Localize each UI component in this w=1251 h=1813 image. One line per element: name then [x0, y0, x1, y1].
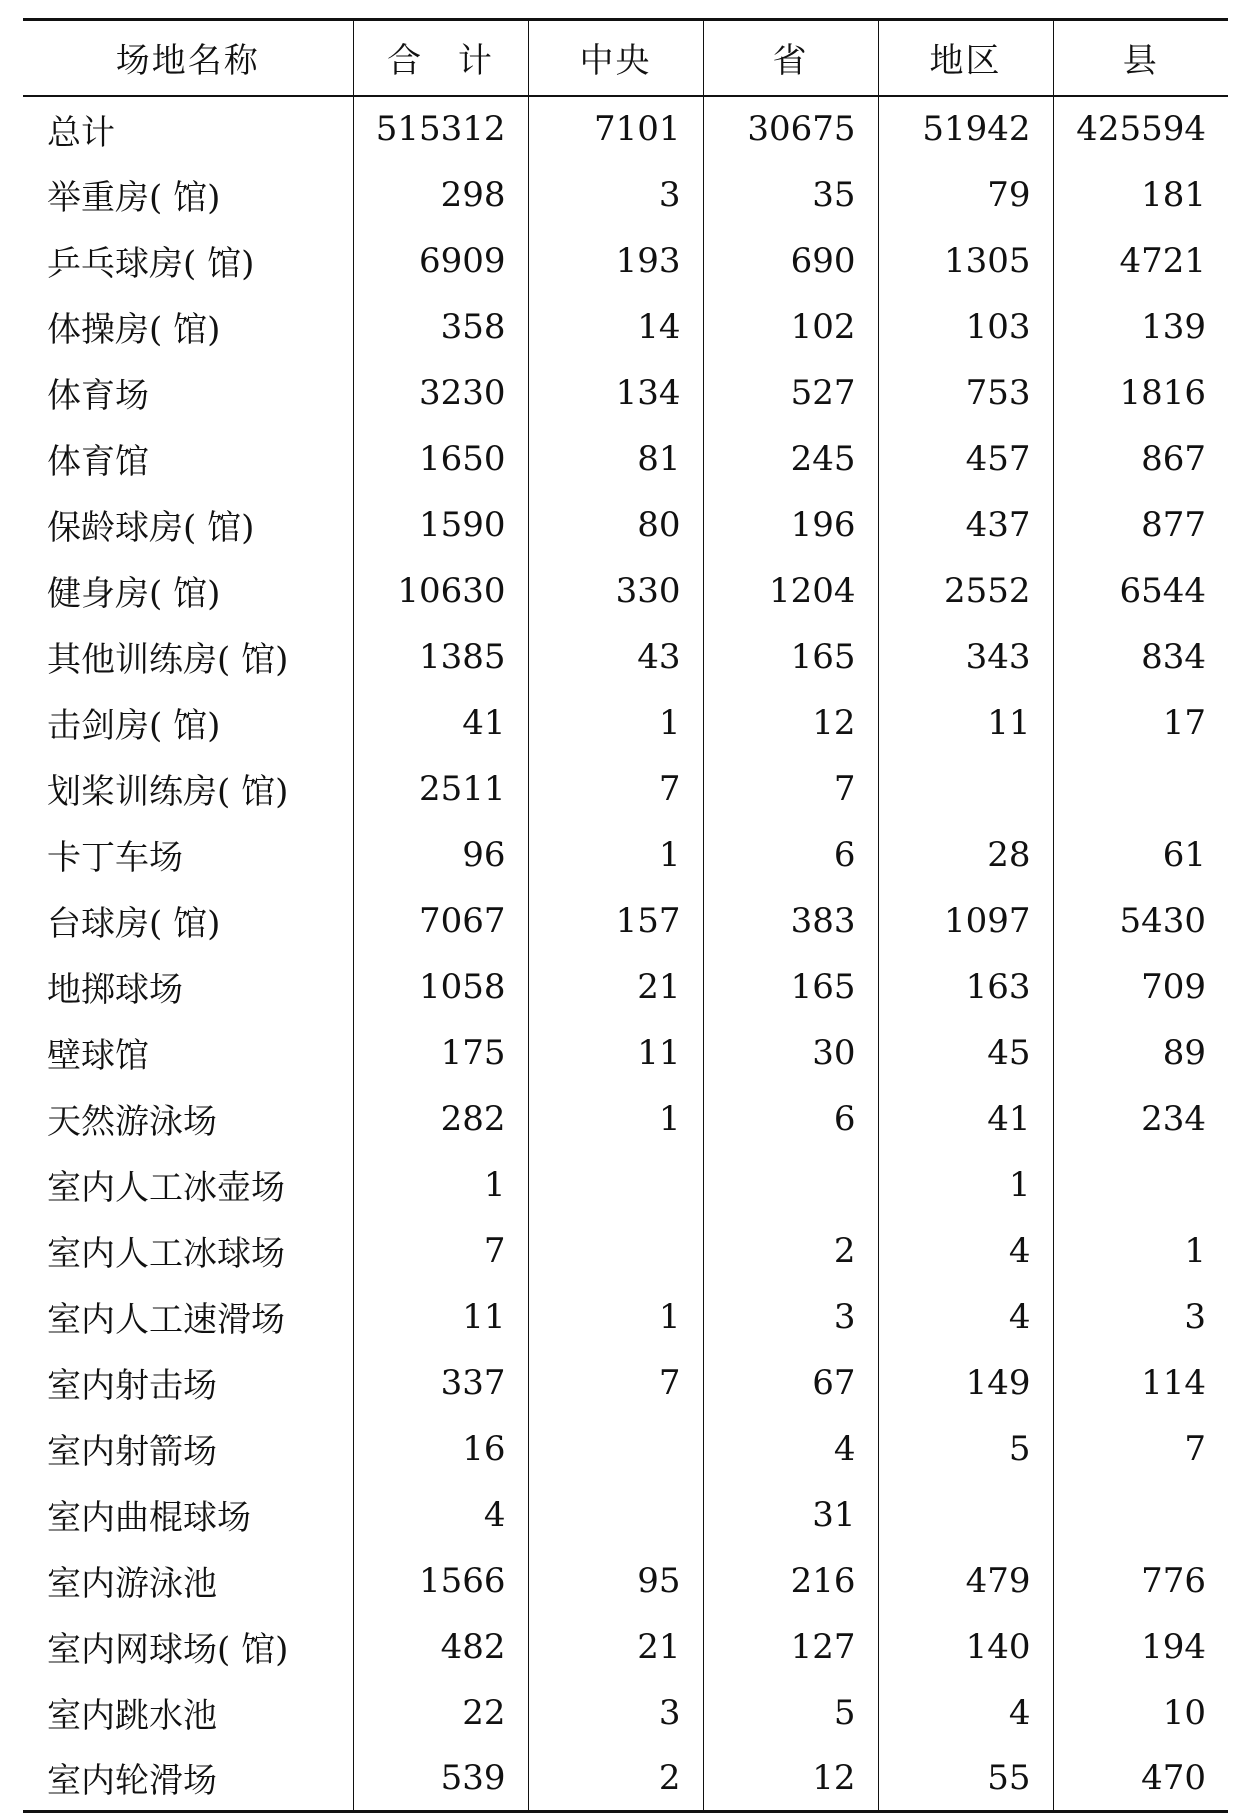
province-cell: 67: [703, 1350, 878, 1416]
central-cell: 1: [528, 822, 703, 888]
table-row: [23, 1086, 1228, 1152]
central-cell: 14: [528, 294, 703, 360]
venue-name-cell: 举重房( 馆): [47, 178, 221, 218]
county-cell: 139: [1053, 294, 1228, 360]
province-cell: 127: [703, 1614, 878, 1680]
total-cell: 175: [353, 1020, 528, 1086]
total-cell: 10630: [353, 558, 528, 624]
table-row: [23, 294, 1228, 360]
central-cell: [528, 1218, 703, 1284]
venue-name-cell: 其他训练房( 馆): [47, 640, 289, 680]
central-cell: 1: [528, 1284, 703, 1350]
prefecture-cell: 28: [878, 822, 1053, 888]
header-province: 省: [703, 20, 878, 96]
county-cell: 877: [1053, 492, 1228, 558]
total-cell: 337: [353, 1350, 528, 1416]
venue-name-cell: 总计: [47, 112, 115, 153]
province-cell: 216: [703, 1548, 878, 1614]
county-cell: [1053, 1482, 1228, 1548]
venue-name-cell: 体操房( 馆): [47, 310, 221, 350]
county-cell: 709: [1053, 954, 1228, 1020]
total-cell: 41: [353, 690, 528, 756]
county-cell: 1: [1053, 1218, 1228, 1284]
table-row: [23, 1746, 1228, 1812]
table-row: [23, 954, 1228, 1020]
venue-name-cell: 体育馆: [47, 442, 149, 482]
central-cell: 95: [528, 1548, 703, 1614]
total-cell: 1385: [353, 624, 528, 690]
total-cell: 96: [353, 822, 528, 888]
table-row: [23, 1350, 1228, 1416]
county-cell: 10: [1053, 1680, 1228, 1746]
header-row: [23, 20, 1228, 96]
total-cell: 7: [353, 1218, 528, 1284]
table-row: [23, 1680, 1228, 1746]
venue-name-cell: 室内游泳池: [47, 1564, 217, 1604]
table-row: [23, 1416, 1228, 1482]
header-central: 中央: [528, 20, 703, 96]
county-cell: 3: [1053, 1284, 1228, 1350]
table-row: [23, 756, 1228, 822]
total-cell: 539: [353, 1746, 528, 1812]
table-header: [23, 20, 1228, 96]
venue-name-cell: 室内人工冰球场: [47, 1234, 285, 1274]
venue-name-cell: 卡丁车场: [47, 838, 183, 878]
total-cell: 1058: [353, 954, 528, 1020]
prefecture-cell: 5: [878, 1416, 1053, 1482]
prefecture-cell: [878, 1482, 1053, 1548]
province-cell: 245: [703, 426, 878, 492]
province-cell: 383: [703, 888, 878, 954]
table-row: [23, 1482, 1228, 1548]
province-cell: 165: [703, 954, 878, 1020]
table-row: [23, 426, 1228, 492]
header-total: 合 计: [353, 20, 528, 96]
table-row: [23, 162, 1228, 228]
prefecture-cell: 753: [878, 360, 1053, 426]
venue-statistics-table: [23, 18, 1228, 1813]
prefecture-cell: 1305: [878, 228, 1053, 294]
central-cell: 1: [528, 690, 703, 756]
total-cell: 22: [353, 1680, 528, 1746]
prefecture-cell: 79: [878, 162, 1053, 228]
central-cell: 43: [528, 624, 703, 690]
total-cell: 282: [353, 1086, 528, 1152]
central-cell: 21: [528, 954, 703, 1020]
central-cell: 1: [528, 1086, 703, 1152]
table-row: [23, 822, 1228, 888]
county-cell: 5430: [1053, 888, 1228, 954]
prefecture-cell: 103: [878, 294, 1053, 360]
table-row: [23, 558, 1228, 624]
table-row: [23, 1548, 1228, 1614]
province-cell: 6: [703, 1086, 878, 1152]
venue-name-cell: 室内人工速滑场: [47, 1300, 285, 1340]
total-cell: 11: [353, 1284, 528, 1350]
venue-name-cell: 室内跳水池: [47, 1696, 217, 1736]
province-cell: 12: [703, 1746, 878, 1812]
table-row: [23, 1152, 1228, 1218]
province-cell: 7: [703, 756, 878, 822]
total-cell: 4: [353, 1482, 528, 1548]
prefecture-cell: 343: [878, 624, 1053, 690]
total-cell: 1590: [353, 492, 528, 558]
prefecture-cell: 41: [878, 1086, 1053, 1152]
province-cell: 6: [703, 822, 878, 888]
county-cell: 234: [1053, 1086, 1228, 1152]
central-cell: 3: [528, 162, 703, 228]
total-cell: 482: [353, 1614, 528, 1680]
county-cell: 89: [1053, 1020, 1228, 1086]
central-cell: 7: [528, 756, 703, 822]
central-cell: [528, 1482, 703, 1548]
table-row: [23, 96, 1228, 162]
county-cell: 181: [1053, 162, 1228, 228]
table-row: [23, 690, 1228, 756]
venue-name-cell: 划桨训练房( 馆): [47, 772, 289, 812]
prefecture-cell: 140: [878, 1614, 1053, 1680]
prefecture-cell: 437: [878, 492, 1053, 558]
prefecture-cell: 149: [878, 1350, 1053, 1416]
table-row: [23, 1020, 1228, 1086]
header-venue-name: 场地名称: [23, 20, 353, 96]
central-cell: 11: [528, 1020, 703, 1086]
county-cell: 17: [1053, 690, 1228, 756]
province-cell: 31: [703, 1482, 878, 1548]
total-cell: 16: [353, 1416, 528, 1482]
header-county: 县: [1053, 20, 1228, 96]
total-cell: 515312: [353, 96, 528, 162]
venue-name-cell: 室内轮滑场: [23, 1746, 353, 1812]
central-cell: [528, 1416, 703, 1482]
venue-name-cell: 健身房( 馆): [47, 574, 221, 614]
county-cell: 1816: [1053, 360, 1228, 426]
venue-name-cell: 室内射击场: [47, 1366, 217, 1406]
province-cell: 527: [703, 360, 878, 426]
province-cell: [703, 1152, 878, 1218]
header-prefecture: 地区: [878, 20, 1053, 96]
central-cell: [528, 1152, 703, 1218]
total-cell: 358: [353, 294, 528, 360]
county-cell: 834: [1053, 624, 1228, 690]
total-cell: 6909: [353, 228, 528, 294]
table-row: [23, 228, 1228, 294]
prefecture-cell: 1: [878, 1152, 1053, 1218]
total-cell: 7067: [353, 888, 528, 954]
province-cell: 165: [703, 624, 878, 690]
total-cell: 3230: [353, 360, 528, 426]
venue-statistics-table-container: [23, 18, 1228, 1813]
province-cell: 30675: [703, 96, 878, 162]
province-cell: 12: [703, 690, 878, 756]
county-cell: 867: [1053, 426, 1228, 492]
venue-name-cell: 体育场: [47, 376, 149, 416]
venue-name-cell: 台球房( 馆): [47, 904, 221, 944]
venue-name-cell: 地掷球场: [47, 970, 183, 1010]
prefecture-cell: 4: [878, 1284, 1053, 1350]
province-cell: 1204: [703, 558, 878, 624]
province-cell: 4: [703, 1416, 878, 1482]
prefecture-cell: 4: [878, 1680, 1053, 1746]
total-cell: 2511: [353, 756, 528, 822]
province-cell: 2: [703, 1218, 878, 1284]
venue-name-cell: 壁球馆: [47, 1036, 149, 1076]
central-cell: 81: [528, 426, 703, 492]
table-body: [23, 96, 1228, 1812]
province-cell: 30: [703, 1020, 878, 1086]
table-row: [23, 360, 1228, 426]
table-row: [23, 1218, 1228, 1284]
table-row: [23, 1284, 1228, 1350]
venue-name-cell: 室内曲棍球场: [47, 1498, 251, 1538]
province-cell: 3: [703, 1284, 878, 1350]
venue-name-cell: 乒乓球房( 馆): [47, 244, 255, 284]
table-row: [23, 888, 1228, 954]
prefecture-cell: 55: [878, 1746, 1053, 1812]
county-cell: 194: [1053, 1614, 1228, 1680]
venue-name-cell: 室内网球场( 馆): [47, 1630, 289, 1670]
venue-name-cell: 保龄球房( 馆): [47, 508, 255, 548]
table-row: [23, 1614, 1228, 1680]
venue-name-cell: 击剑房( 馆): [47, 706, 221, 746]
prefecture-cell: 45: [878, 1020, 1053, 1086]
central-cell: 157: [528, 888, 703, 954]
prefecture-cell: 479: [878, 1548, 1053, 1614]
province-cell: 35: [703, 162, 878, 228]
county-cell: 61: [1053, 822, 1228, 888]
central-cell: 330: [528, 558, 703, 624]
province-cell: 102: [703, 294, 878, 360]
county-cell: 470: [1053, 1746, 1228, 1812]
central-cell: 193: [528, 228, 703, 294]
table-row: [23, 624, 1228, 690]
county-cell: [1053, 1152, 1228, 1218]
table-row: [23, 492, 1228, 558]
venue-name-cell: 室内射箭场: [47, 1432, 217, 1472]
county-cell: 7: [1053, 1416, 1228, 1482]
county-cell: [1053, 756, 1228, 822]
central-cell: 7101: [528, 96, 703, 162]
county-cell: 6544: [1053, 558, 1228, 624]
total-cell: 1650: [353, 426, 528, 492]
total-cell: 1: [353, 1152, 528, 1218]
county-cell: 114: [1053, 1350, 1228, 1416]
county-cell: 4721: [1053, 228, 1228, 294]
central-cell: 80: [528, 492, 703, 558]
total-cell: 298: [353, 162, 528, 228]
prefecture-cell: 163: [878, 954, 1053, 1020]
venue-name-cell: 天然游泳场: [47, 1102, 217, 1142]
total-cell: 1566: [353, 1548, 528, 1614]
central-cell: 2: [528, 1746, 703, 1812]
central-cell: 7: [528, 1350, 703, 1416]
prefecture-cell: [878, 756, 1053, 822]
province-cell: 5: [703, 1680, 878, 1746]
province-cell: 196: [703, 492, 878, 558]
county-cell: 425594: [1053, 96, 1228, 162]
central-cell: 134: [528, 360, 703, 426]
prefecture-cell: 457: [878, 426, 1053, 492]
prefecture-cell: 51942: [878, 96, 1053, 162]
county-cell: 776: [1053, 1548, 1228, 1614]
prefecture-cell: 4: [878, 1218, 1053, 1284]
province-cell: 690: [703, 228, 878, 294]
prefecture-cell: 11: [878, 690, 1053, 756]
prefecture-cell: 1097: [878, 888, 1053, 954]
central-cell: 21: [528, 1614, 703, 1680]
prefecture-cell: 2552: [878, 558, 1053, 624]
central-cell: 3: [528, 1680, 703, 1746]
venue-name-cell: 室内人工冰壶场: [47, 1168, 285, 1208]
